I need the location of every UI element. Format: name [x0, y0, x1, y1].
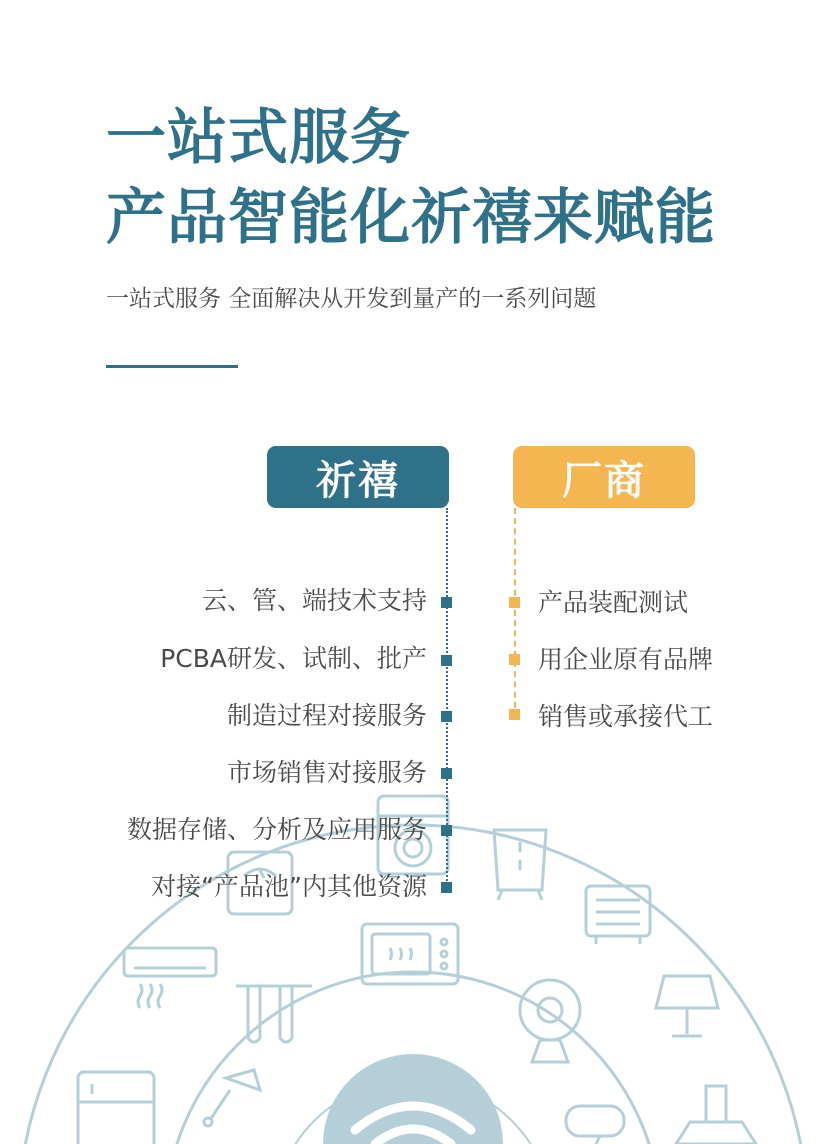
badge-xixi	[267, 446, 449, 508]
desk-lamp-icon	[204, 1070, 260, 1126]
wifi-icon	[323, 1054, 503, 1144]
camera-icon	[520, 980, 580, 1062]
bullet-marker	[441, 597, 452, 608]
air-conditioner-icon	[124, 948, 216, 1008]
vendor-service-item: 销售或承接代工	[538, 702, 714, 731]
bullet-marker	[441, 711, 452, 722]
badge-xixi-label: 祈禧	[316, 457, 400, 504]
bullet-marker	[441, 768, 452, 779]
bullet-marker	[441, 882, 452, 893]
xixi-service-item: 云、管、端技术支持	[201, 586, 427, 615]
xixi-service-item: 数据存储、分析及应用服务	[126, 815, 427, 844]
xixi-service-item: 市场销售对接服务	[226, 758, 427, 787]
subtitle: 一站式服务 全面解决从开发到量产的一系列问题	[106, 286, 597, 312]
vendor-service-item: 用企业原有品牌	[538, 645, 714, 674]
fridge-icon	[78, 1072, 154, 1144]
heater-icon	[586, 886, 650, 944]
divider	[106, 365, 238, 368]
lamp-icon	[656, 976, 718, 1036]
xixi-service-item: PCBA研发、试制、批产	[160, 644, 427, 673]
bullet-marker	[441, 655, 452, 666]
bullet-marker	[441, 825, 452, 836]
hair-dryer-icon	[566, 1106, 624, 1144]
bullet-marker	[509, 597, 520, 608]
badge-vendor-label: 厂商	[562, 457, 646, 504]
badge-vendor	[513, 446, 695, 508]
xixi-service-item: 制造过程对接服务	[226, 701, 427, 730]
bullet-marker	[509, 654, 520, 665]
xixi-service-item: 对接“产品池”内其他资源	[151, 872, 427, 901]
title-line-2: 产品智能化祈禧来赋能	[106, 183, 716, 253]
vendor-service-item: 产品装配测试	[538, 588, 689, 617]
vendor-timeline-line	[514, 508, 516, 718]
bullet-marker	[509, 709, 520, 720]
range-hood-icon	[676, 1086, 756, 1144]
title-line-1: 一站式服务	[106, 103, 411, 173]
